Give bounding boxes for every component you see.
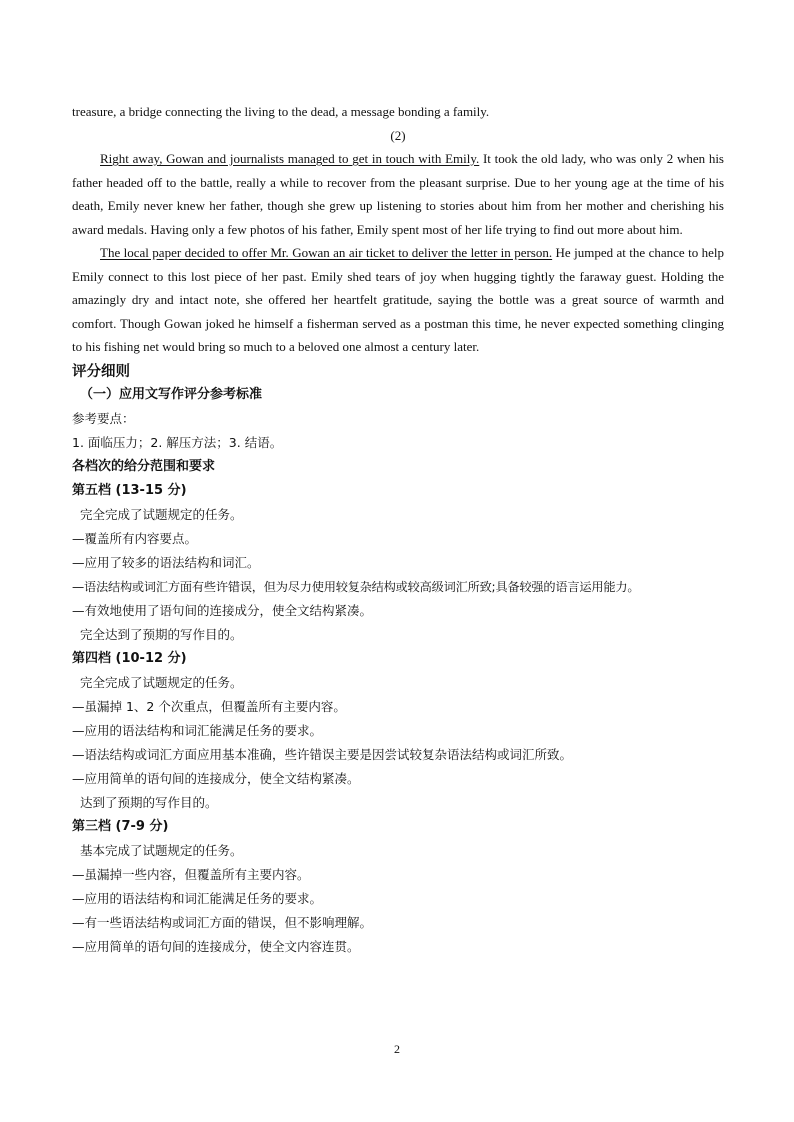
tier-line: —有效地使用了语句间的连接成分，使全文结构紧凑。 — [72, 602, 373, 618]
paragraph-1-body: It took the old lady, who was only 2 when his father headed off to the battle, really a while to recover from the pleasant surprise. Due to her young age at the time of his death, Emily never knew her father, though she grew up listening to stories about him from her mother and cherishing his award medals. Having only a few photos of his father, Emily spent most of her life trying to find out more about him. — [72, 151, 724, 237]
scoring-title: 评分细则 — [72, 363, 130, 380]
section-marker: (2) — [390, 127, 406, 143]
tier-line: —应用的语法结构和词汇能满足任务的要求。 — [72, 890, 323, 906]
tier-4 — [72, 647, 724, 815]
scoring-subtitle: （一）应用文写作评分参考标准 — [80, 386, 263, 402]
paragraph-2-body: He jumped at the chance to help Emily connect to this lost piece of her past. Emily shed tears of joy when hugging tightly the faraway guest. Holding the amazingly dry and intact note, she offered her heartfelt gratitude, saying the bottle was a great source of warmth and comfort. Though Gowan joked he himself a fisherman served as a postman this time, he never expected something clinging to his fishing net would bring so much to a beloved one almost a century later. — [72, 245, 724, 354]
tier-line: —应用的语法结构和词汇能满足任务的要求。 — [72, 722, 323, 738]
tier-5 — [72, 479, 724, 647]
paragraph-1 — [72, 147, 724, 241]
tier-line: —覆盖所有内容要点。 — [72, 530, 198, 546]
tier-line: —虽漏掉一些内容，但覆盖所有主要内容。 — [72, 866, 310, 882]
reference-label: 参考要点： — [72, 410, 135, 426]
tier-line: 完全达到了预期的写作目的。 — [72, 626, 243, 642]
tier-line: —语法结构或词汇方面应用基本准确，些许错误主要是因尝试较复杂语法结构或词汇所致。 — [72, 746, 573, 762]
tier-3 — [72, 815, 724, 959]
paragraph-1-underlined: Right away, Gowan and journalists managed to get in touch with Emily. — [100, 151, 480, 166]
paragraph-2 — [72, 241, 724, 359]
tier-line: —有一些语法结构或词汇方面的错误，但不影响理解。 — [72, 914, 373, 930]
paragraph-2-underlined: The local paper decided to offer Mr. Gowan an air ticket to deliver the letter in person. — [100, 245, 553, 260]
tier-line: —应用简单的语句间的连接成分，使全文内容连贯。 — [72, 938, 360, 954]
tier-heading: 第三档 (7-9 分) — [72, 818, 169, 834]
tier-line: —语法结构或词汇方面有些许错误，但为尽力使用较复杂结构或较高级词汇所致;具备较强的语言运用能力。 — [72, 579, 640, 594]
reference-points: 1. 面临压力；2. 解压方法；3. 结语。 — [72, 434, 283, 450]
ranges-title: 各档次的给分范围和要求 — [72, 458, 216, 474]
tier-heading: 第四档 (10-12 分) — [72, 650, 187, 666]
tier-line: —虽漏掉 1、2 个次重点，但覆盖所有主要内容。 — [72, 698, 346, 714]
document-page — [72, 100, 724, 959]
tier-line: 完全完成了试题规定的任务。 — [72, 506, 243, 522]
paragraph-continuation: treasure, a bridge connecting the living to the dead, a message bonding a family. — [72, 104, 490, 119]
page-number: 2 — [394, 1042, 400, 1056]
tier-line: 完全完成了试题规定的任务。 — [72, 674, 243, 690]
tier-line: —应用了较多的语法结构和词汇。 — [72, 554, 260, 570]
tier-line: 达到了预期的写作目的。 — [72, 794, 218, 810]
tier-line: 基本完成了试题规定的任务。 — [72, 842, 243, 858]
tier-line: —应用简单的语句间的连接成分，使全文结构紧凑。 — [72, 770, 360, 786]
tier-heading: 第五档 (13-15 分) — [72, 482, 187, 498]
